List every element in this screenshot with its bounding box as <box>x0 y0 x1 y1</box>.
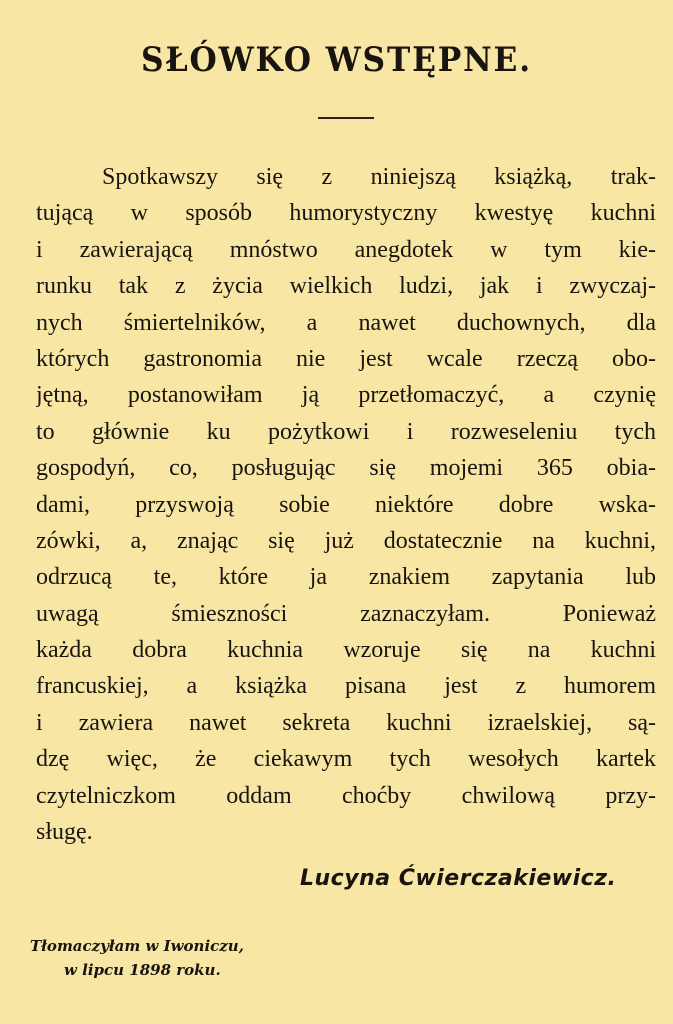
preface-paragraph <box>36 159 656 850</box>
paragraph-line: jętną, postanowiłam ją przetłomaczyć, a czynię <box>36 382 656 409</box>
page-title: SŁÓWKO WSTĘPNE. <box>141 40 532 80</box>
title-divider <box>318 117 374 119</box>
paragraph-line: runku tak z życia wielkich ludzi, jak i zwyczaj- <box>36 273 656 300</box>
paragraph-line: francuskiej, a książka pisana jest z humorem <box>36 673 656 700</box>
paragraph-line: odrzucą te, które ja znakiem zapytania lub <box>36 564 656 591</box>
paragraph-line: zówki, a, znając się już dostatecznie na kuchni, <box>36 527 656 554</box>
paragraph-line: których gastronomia nie jest wcale rzeczą obo- <box>36 345 656 372</box>
paragraph-line: gospodyń, co, posługując się mojemi 365 obia- <box>36 455 656 482</box>
author-signature: Lucyna Ćwierczakiewicz. <box>300 866 617 891</box>
paragraph-line: Spotkawszy się z niniejszą książką, trak- <box>102 164 656 190</box>
paragraph-line: i zawierającą mnóstwo anegdotek w tym kie- <box>36 236 656 263</box>
paragraph-line: sługę. <box>36 819 93 846</box>
colophon-date: w lipcu 1898 roku. <box>64 961 221 979</box>
colophon-place: Tłomaczyłam w Iwoniczu, <box>30 937 244 955</box>
colophon <box>30 934 330 982</box>
paragraph-line: nych śmiertelników, a nawet duchownych, dla <box>36 309 656 336</box>
paragraph-line: i zawiera nawet sekreta kuchni izraelskiej, są- <box>36 709 656 736</box>
paragraph-line: uwagą śmieszności zaznaczyłam. Ponieważ <box>36 600 656 627</box>
paragraph-line: to głównie ku pożytkowi i rozweseleniu tych <box>36 418 656 445</box>
paragraph-line: dami, przyswoją sobie niektóre dobre wska- <box>36 491 656 518</box>
paragraph-line: czytelniczkom oddam choćby chwilową przy- <box>36 782 656 809</box>
paragraph-line: tującą w sposób humorystyczny kwestyę kuchni <box>36 200 656 227</box>
paragraph-line: dzę więc, że ciekawym tych wesołych kartek <box>36 746 656 773</box>
paragraph-line: każda dobra kuchnia wzoruje się na kuchni <box>36 637 656 664</box>
